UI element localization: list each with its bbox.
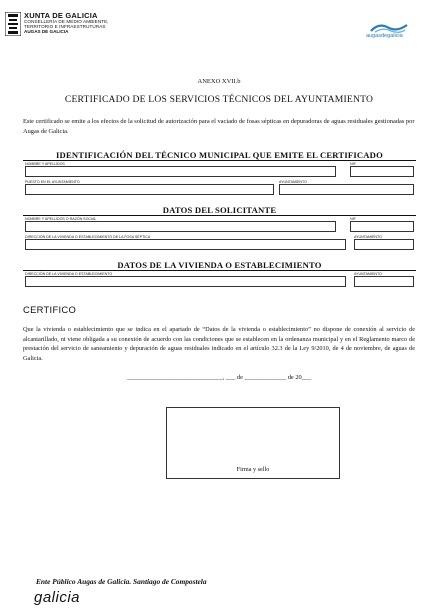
org-agency: AUGAS DE GALICIA [24,28,69,34]
solicitante-ayuntamiento-field[interactable] [354,239,414,250]
field-label-nif: NIF [350,217,356,221]
field-label-direccion: DIRECCIÓN DE LA VIVIENDA O ESTABLECIMIENTO [25,272,113,276]
xunta-shield-icon [5,12,21,36]
field-label-direccion: DIRECCIÓN DE LA VIVIENDA O ESTABLECIMIENTO DE LA FOSA SÉPTICA [25,235,151,239]
section-rule [23,160,416,161]
tecnico-nif-field[interactable] [350,166,414,177]
tecnico-ayuntamiento-field[interactable] [279,184,414,195]
section-title-vivienda: DATOS DE LA VIVIENDA O ESTABLECIMIENTO [117,260,322,270]
field-label-name: NOMBRE Y APELLIDOS O RAZÓN SOCIAL [25,217,97,221]
org-department-1: CONSELLERÍA DE MEDIO AMBIENTE, [24,18,109,24]
date-place-line: ______________________________, ___ de _____________ de 20___ [126,374,312,381]
annex-label: ANEXO XVII.b [197,78,241,85]
field-label-nif: NIF [350,162,356,166]
certification-paragraph: Que la vivienda o establecimiento que se indica en el apartado de “Datos de la vivienda o establecimiento” no dispone de conexión al servicio de alcantarillado, ni viene obligada a su conexión de acuerdo con las condiciones que se establecen en la ordenanza municipal y en el Reglamento marco de prestación del servicio de saneamiento y depuración de aguas residuales indicado en el artículo 32.3 de la Ley 9/2010, de 4 de noviembre, de aguas de Galicia. [23,326,415,363]
section-title-tecnico: IDENTIFICACIÓN DEL TÉCNICO MUNICIPAL QUE EMITE EL CERTIFICADO [56,150,383,160]
field-label-ayuntamiento: AYUNTAMIENTO [279,180,307,184]
field-label-ayuntamiento: AYUNTAMIENTO [354,272,382,276]
field-label-name: NOMBRE Y APELLIDOS [25,162,65,166]
tecnico-name-field[interactable] [25,166,336,177]
document-title: CERTIFICADO DE LOS SERVICIOS TÉCNICOS DEL AYUNTAMIENTO [64,94,374,105]
solicitante-direccion-field[interactable] [25,239,346,250]
galicia-brand-logo: galicia [34,589,81,606]
vivienda-direccion-field[interactable] [25,276,346,287]
augas-logo-text: augasdegalicia [366,33,403,39]
section-title-solicitante: DATOS DEL SOLICITANTE [162,205,277,215]
org-department-2: TERRITORIO E INFRAESTRUTURAS [24,23,106,29]
signature-label: Firma y sello [236,466,270,473]
xunta-header [24,12,109,34]
vivienda-ayuntamiento-field[interactable] [354,276,414,287]
solicitante-nif-field[interactable] [350,221,414,232]
field-label-puesto: PUESTO EN EL AYUNTAMIENTO [25,180,80,184]
footer-entity: Ente Público Augas de Galicia. Santiago de Compostela [36,577,207,586]
field-label-ayuntamiento: AYUNTAMIENTO [354,235,382,239]
intro-paragraph: Este certificado se emite a los efectos de la solicitud de autorización para el vaciado de fosas sépticas en depuradoras de aguas residuales gestionadas por Augas de Galicia. [23,118,415,135]
certifico-heading: CERTIFICO [23,304,77,315]
solicitante-name-field[interactable] [25,221,336,232]
org-name: XUNTA DE GALICIA [24,11,98,20]
tecnico-puesto-field[interactable] [25,184,274,195]
